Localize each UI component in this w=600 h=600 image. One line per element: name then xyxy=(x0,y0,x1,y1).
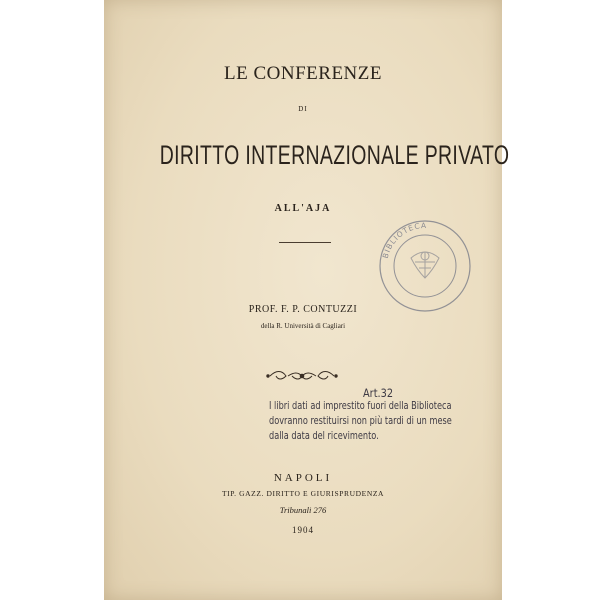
title-line-1: LE CONFERENZE xyxy=(224,63,382,84)
title-main: DIRITTO INTERNAZIONALE PRIVATO xyxy=(159,140,510,170)
notice-article: Art.32 xyxy=(363,386,394,400)
title-page xyxy=(104,0,510,600)
notice-line: dovranno restituirsi non più tardi di un mese xyxy=(269,415,452,427)
title-subtitle: ALL'AJA xyxy=(274,203,332,214)
notice-line: I libri dati ad imprestito fuori della Biblioteca xyxy=(269,400,452,412)
ornament-icon xyxy=(266,368,338,384)
stamp-text: BIBLIOTECA xyxy=(380,220,428,260)
imprint-address: Tribunali 276 xyxy=(279,505,327,515)
author-name: PROF. F. P. CONTUZZI xyxy=(248,304,358,315)
imprint-printer: TIP. GAZZ. DIRITTO E GIURISPRUDENZA xyxy=(221,489,385,498)
notice-line: dalla data del ricevimento. xyxy=(269,430,379,442)
imprint-city: NAPOLI xyxy=(273,472,333,484)
divider-rule xyxy=(279,242,331,243)
author-affiliation: della R. Università di Cagliari xyxy=(260,322,346,330)
imprint-year: 1904 xyxy=(292,525,314,535)
library-stamp xyxy=(375,218,475,314)
title-connector: DI xyxy=(298,105,308,113)
